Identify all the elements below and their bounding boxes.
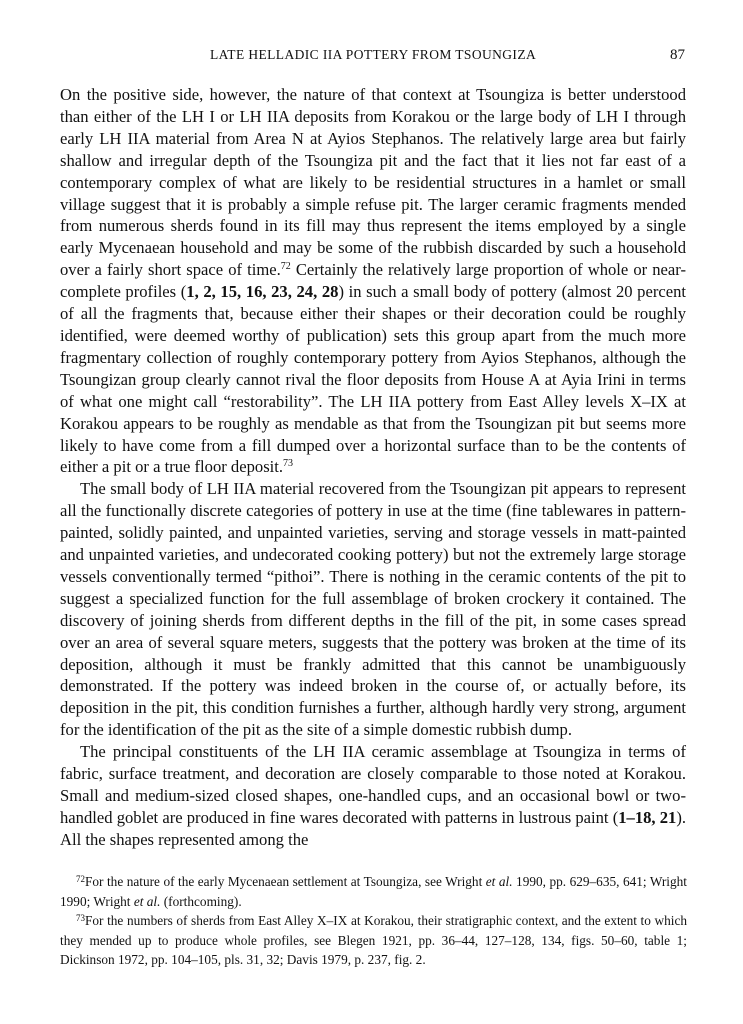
paragraph-3-text-b: ). All the shapes represented among the bbox=[60, 807, 686, 849]
footnote-72-italic-1: et al. bbox=[485, 874, 513, 889]
running-title: LATE HELLADIC IIA POTTERY FROM TSOUNGIZA bbox=[210, 47, 537, 62]
paragraph-1 bbox=[60, 84, 686, 478]
page-number: 87 bbox=[670, 47, 685, 63]
catalogue-numbers-fine-wares: 1–18, 21 bbox=[618, 807, 677, 827]
running-header bbox=[60, 47, 685, 71]
footnote-72-number: 72 bbox=[76, 874, 85, 884]
main-text bbox=[60, 84, 686, 851]
footnote-ref-73: 73 bbox=[283, 458, 294, 470]
footnotes bbox=[60, 872, 687, 970]
paragraph-1-text-a: On the positive side, however, the nature of that context at Tsoungiza is better understood than either of the LH I or LH IIA deposits from Korakou or the large body of LH I through early LH IIA material from Area N at Ayios Stephanos. The relatively large area but fairly shallow and irregular depth of the Tsoungiza pit and the fact that it lies not far east of a contemporary complex of what are likely to be residential structures in a hamlet or small village suggest that it is probably a simple refuse pit. The larger ceramic fragments mended from numerous sherds found in its fill may thus represent the items employed by a single early Mycenaean household and may be some of the rubbish discarded by such a household over a fairly short space of time. bbox=[60, 85, 686, 280]
footnote-73-text: For the numbers of sherds from East Alley X–IX at Korakou, their stratigraphic context, and the extent to which they mended up to produce whole profiles, see Blegen 1921, pp. 36–44, 127–128, 134, figs. 50–60, table 1; Dickinson 1972, pp. 104–105, pls. 31, 32; Davis 1979, p. 237, fig. 2. bbox=[60, 913, 687, 967]
footnote-72-text-b: 1990, pp. 629–635, 641; Wright 1990; Wright bbox=[60, 874, 687, 909]
footnote-ref-72: 72 bbox=[280, 261, 291, 273]
footnote-72 bbox=[60, 872, 687, 911]
paragraph-2: The small body of LH IIA material recovered from the Tsoungizan pit appears to represent all the functionally discrete categories of pottery in use at the time (fine tablewares in pattern-painted, solidly painted, and unpainted varieties, serving and storage vessels in matt-painted and unpainted varieties, and undecorated cooking pottery) but not the extremely large storage vessels conventionally termed “pithoi”. There is nothing in the ceramic contents of the pit to suggest a specialized function for the full assemblage of broken crockery it contained. The discovery of joining sherds from different depths in the fill of the pit, in some cases spread over an area of several square meters, suggests that the pottery was broken at the time of its deposition, although it must be frankly admitted that this cannot be unambiguously demonstrated. If the pottery was indeed broken in the course of, or actually before, its deposition in the pit, this condition furnishes a further, although hardly very strong, argument for the identification of the pit as the site of a simple domestic rubbish dump. bbox=[60, 479, 686, 740]
catalogue-numbers-profiles: 1, 2, 15, 16, 23, 24, 28 bbox=[186, 282, 339, 302]
paragraph-3 bbox=[60, 741, 686, 851]
footnote-73-number: 73 bbox=[76, 913, 85, 923]
footnote-72-text-c: (forthcoming). bbox=[160, 893, 242, 909]
paragraph-1-text-c: ) in such a small body of pottery (almost 20 percent of all the fragments that, because either their shapes or their decoration could be roughly identified, were deemed worthy of publication) sets this group apart from the much more fragmentary collection of roughly contemporary pottery from Ayios Stephanos, although the Tsoungizan group clearly cannot rival the floor deposits from House A at Ayia Irini in terms of what one might call “restorability”. The LH IIA pottery from East Alley levels X–IX at Korakou appears to be roughly as mendable as that from the Tsoungizan pit but seems more likely to have come from a fill dumped over a horizontal surface than to be the contents of either a pit or a true floor deposit. bbox=[60, 282, 687, 477]
paragraph-1-text-b: Certainly the relatively large proportion of whole or near-complete profiles ( bbox=[60, 260, 687, 302]
paragraph-3-text-a: The principal constituents of the LH IIA ceramic assemblage at Tsoungiza in terms of fabric, surface treatment, and decoration are closely comparable to those noted at Korakou. Small and medium-sized closed shapes, one-handled cups, and an occasional bowl or two-handled goblet are produced in fine wares decorated with patterns in lustrous paint ( bbox=[60, 742, 686, 827]
footnote-72-text-a: For the nature of the early Mycenaean settlement at Tsoungiza, see Wright bbox=[85, 874, 486, 889]
footnote-72-italic-2: et al. bbox=[133, 893, 161, 909]
footnote-73 bbox=[60, 911, 687, 970]
